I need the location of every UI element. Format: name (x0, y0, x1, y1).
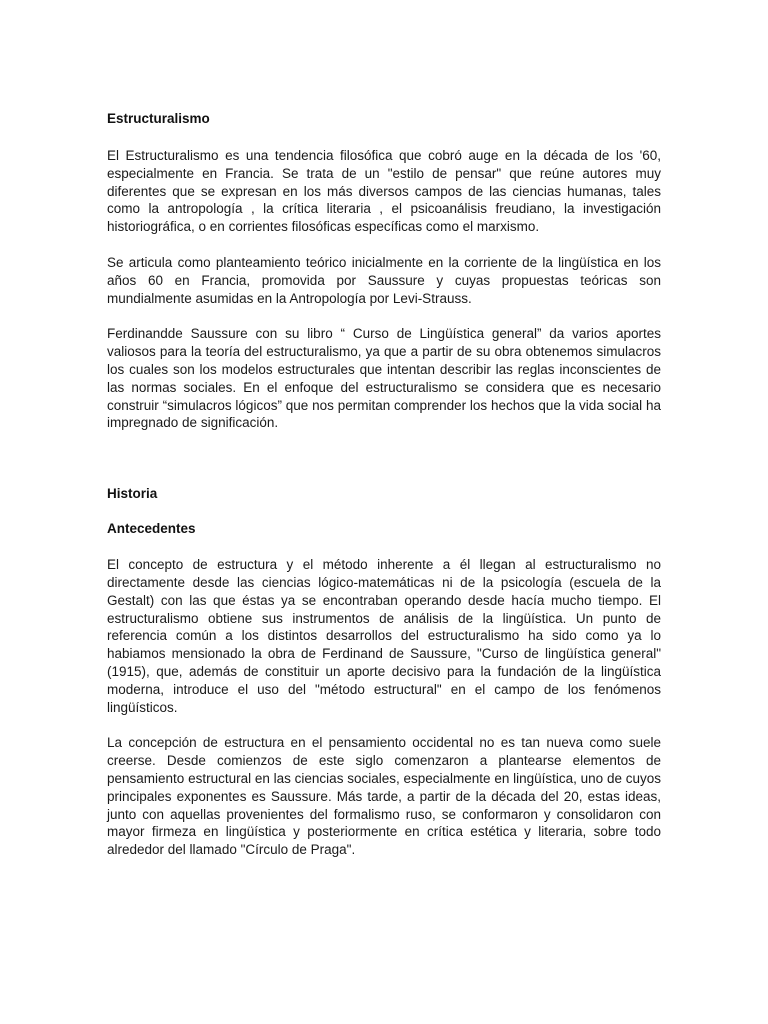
document-body (107, 110, 661, 859)
document-title: Estructuralismo (107, 111, 210, 126)
subsection-heading-antecedentes: Antecedentes (107, 521, 196, 537)
intro-paragraph: Se articula como planteamiento teórico inicialmente en la corriente de la lingüística en los años 60 en Francia, promovida por Saussure y cuyas propuestas teóricas son mundialmente asumidas en la Antropología por Levi-Strauss. (107, 254, 661, 306)
intro-paragraph: Ferdinandde Saussure con su libro “ Curso de Lingüística general” da varios aportes valiosos para la teoría del estructuralismo, ya que a partir de su obra obtenemos simulacros los cuales son los modelos estructurales que intentan describir las reglas inconscientes de las normas sociales. En el enfoque del estructuralismo se considera que es necesario construir “simulacros lógicos” que nos permitan comprender los hechos que la vida social ha impregnado de significación. (107, 326, 661, 431)
intro-paragraph: El Estructuralismo es una tendencia filosófica que cobró auge en la década de los '60, especialmente en Francia. Se trata de un "estilo de pensar" que reúne autores muy diferentes que se expresan en los más diversos campos de las ciencias humanas, tales como la antropología , la crítica literaria , el psicoanálisis freudiano, la investigación historiográfica, o en corrientes filosóficas específicas como el marxismo. (107, 148, 661, 235)
section-heading-historia: Historia (107, 486, 158, 502)
antecedentes-paragraph: La concepción de estructura en el pensamiento occidental no es tan nueva como suele creerse. Desde comienzos de este siglo comenzaron a plantearse elementos de pensamiento estructural en las ciencias sociales, especialmente en lingüística, uno de cuyos principales exponentes es Saussure. Más tarde, a partir de la década del 20, estas ideas, junto con aquellas provenientes del formalismo ruso, se conformaron y consolidaron con mayor firmeza en lingüística y posteriormente en crítica estética y literaria, sobre todo alrededor del llamado "Círculo de Praga". (107, 735, 661, 858)
antecedentes-paragraph: El concepto de estructura y el método inherente a él llegan al estructuralismo no directamente desde las ciencias lógico-matemáticas ni de la psicología (escuela de la Gestalt) con las que éstas ya se encontraban operando desde hacía mucho tiempo. El estructuralismo obtiene sus instrumentos de análisis de la lingüística. Un punto de referencia común a los distintos desarrollos del estructuralismo ha sido como ya lo habiamos mensionado la obra de Ferdinand de Saussure, "Curso de lingüística general" (1915), que, además de constituir un aporte decisivo para la fundación de la lingüística moderna, introduce el uso del "método estructural" en el campo de los fenómenos lingüísticos. (107, 557, 661, 715)
